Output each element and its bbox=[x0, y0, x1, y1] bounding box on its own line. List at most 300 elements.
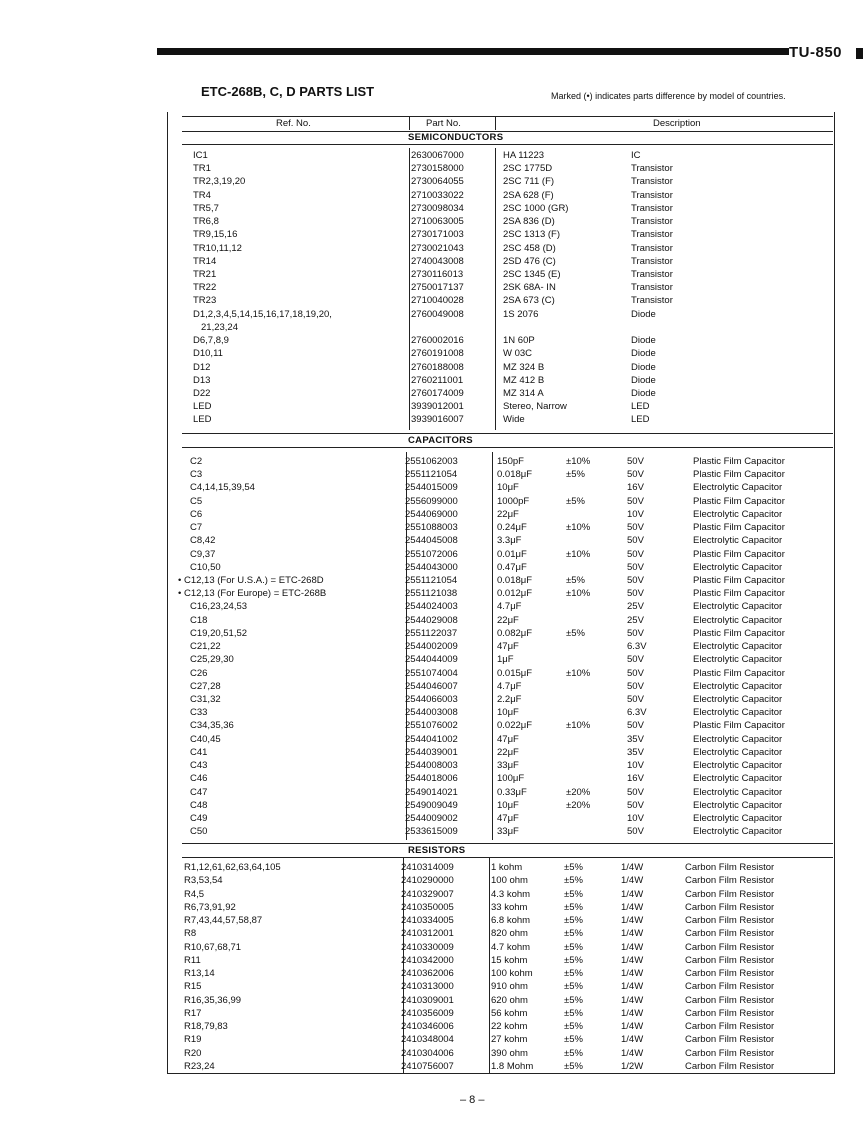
section-header bbox=[182, 843, 833, 858]
table-row bbox=[0, 256, 866, 269]
part-type: Carbon Film Resistor bbox=[685, 1007, 775, 1019]
part-type: Electrolytic Capacitor bbox=[693, 773, 783, 785]
col-desc-header: Description bbox=[653, 118, 701, 129]
ref-no: TR21 bbox=[193, 268, 217, 280]
part-no: 2760049008 bbox=[411, 308, 464, 320]
part-type: Electrolytic Capacitor bbox=[693, 601, 783, 613]
ref-no: C4,14,15,39,54 bbox=[190, 482, 255, 494]
part-type: Electrolytic Capacitor bbox=[693, 561, 783, 573]
part-type: Electrolytic Capacitor bbox=[693, 535, 783, 547]
part-name: 56 kohm bbox=[491, 1007, 528, 1019]
page-title: ETC-268B, C, D PARTS LIST bbox=[201, 84, 375, 99]
table-row bbox=[0, 826, 866, 839]
table-row bbox=[0, 549, 866, 562]
tolerance: ±5% bbox=[564, 875, 583, 887]
part-type: Plastic Film Capacitor bbox=[693, 627, 785, 639]
part-no: 2549009049 bbox=[405, 799, 458, 811]
part-type: Transistor bbox=[631, 268, 673, 280]
part-type: Carbon Film Resistor bbox=[685, 994, 775, 1006]
ref-no: R8 bbox=[184, 928, 197, 940]
table-row bbox=[0, 216, 866, 229]
part-no: 2544008003 bbox=[405, 760, 458, 772]
rating: 10V bbox=[627, 508, 644, 520]
part-name: 4.7 kohm bbox=[491, 941, 531, 953]
table-row bbox=[0, 628, 866, 641]
rating: 1/4W bbox=[621, 1034, 644, 1046]
table-row bbox=[0, 668, 866, 681]
ref-no: TR23 bbox=[193, 295, 217, 307]
ref-no: C9,37 bbox=[190, 548, 216, 560]
part-no: 2544024003 bbox=[405, 601, 458, 613]
part-name: 0.33μF bbox=[497, 786, 527, 798]
ref-no: TR2,3,19,20 bbox=[193, 176, 246, 188]
table-row bbox=[0, 1034, 866, 1047]
ref-no: R16,35,36,99 bbox=[184, 994, 242, 1006]
part-name: 0.01μF bbox=[497, 548, 527, 560]
ref-no: D13 bbox=[193, 374, 211, 386]
part-name: 22μF bbox=[497, 508, 519, 520]
ref-no: TR14 bbox=[193, 255, 217, 267]
part-no: 2730021043 bbox=[411, 242, 464, 254]
part-no: 2549014021 bbox=[405, 786, 458, 798]
part-no: 2410329007 bbox=[401, 888, 454, 900]
rating: 1/4W bbox=[621, 968, 644, 979]
part-name: Stereo, Narrow bbox=[503, 401, 567, 413]
table-row bbox=[0, 995, 866, 1008]
table-row bbox=[0, 163, 866, 176]
part-type: Transistor bbox=[631, 189, 673, 201]
header-divider-2 bbox=[495, 116, 496, 130]
rating: 1/4W bbox=[621, 941, 644, 953]
part-no: 2551121054 bbox=[405, 574, 458, 586]
table-row bbox=[0, 176, 866, 189]
ref-no: D1,2,3,4,5,14,15,16,17,18,19,20, bbox=[193, 308, 332, 320]
part-name: 2SA 836 (D) bbox=[503, 216, 555, 228]
rating: 1/4W bbox=[621, 1007, 644, 1019]
tolerance: ±5% bbox=[566, 574, 585, 586]
part-type: Diode bbox=[631, 374, 656, 386]
part-name: 2SC 1313 (F) bbox=[503, 229, 561, 241]
part-no: 2410356009 bbox=[401, 1007, 454, 1019]
table-row bbox=[0, 203, 866, 216]
section-title: CAPACITORS bbox=[408, 435, 473, 446]
table-row bbox=[0, 875, 866, 888]
rating: 6.3V bbox=[627, 641, 647, 653]
part-type: Carbon Film Resistor bbox=[685, 928, 775, 940]
rating: 50V bbox=[627, 588, 644, 600]
table-row bbox=[0, 981, 866, 994]
header-block-mark bbox=[856, 48, 863, 59]
ref-no: D6,7,8,9 bbox=[193, 335, 229, 347]
rating: 50V bbox=[627, 786, 644, 798]
rating: 50V bbox=[627, 495, 644, 507]
part-no: 2544069000 bbox=[405, 508, 458, 520]
table-row bbox=[0, 150, 866, 163]
part-name: 620 ohm bbox=[491, 994, 528, 1006]
ref-no: R7,43,44,57,58,87 bbox=[184, 915, 263, 926]
part-name: 2SC 1345 (E) bbox=[503, 268, 561, 280]
part-name: 22 kohm bbox=[491, 1021, 528, 1032]
table-row bbox=[0, 469, 866, 482]
tolerance: ±5% bbox=[564, 968, 583, 979]
tolerance: ±5% bbox=[564, 954, 583, 966]
tolerance: ±5% bbox=[564, 1047, 583, 1059]
part-name: 390 ohm bbox=[491, 1047, 528, 1059]
ref-no: D12 bbox=[193, 361, 211, 373]
part-no: 2544029008 bbox=[405, 614, 458, 626]
part-name: 6.8 kohm bbox=[491, 915, 531, 926]
part-name: 1S 2076 bbox=[503, 308, 539, 320]
part-no: 2551062003 bbox=[405, 456, 458, 467]
part-name: 10μF bbox=[497, 482, 519, 494]
part-no: 2760211001 bbox=[411, 374, 464, 386]
part-no: 2556099000 bbox=[405, 495, 458, 507]
part-no: 2410290000 bbox=[401, 875, 454, 887]
ref-no: R15 bbox=[184, 981, 202, 993]
table-row bbox=[0, 335, 866, 348]
ref-no: LED bbox=[193, 401, 212, 413]
table-row bbox=[0, 601, 866, 614]
table-row bbox=[0, 654, 866, 667]
ref-no: C16,23,24,53 bbox=[190, 601, 248, 613]
tolerance: ±5% bbox=[564, 915, 583, 926]
part-no: 2760002016 bbox=[411, 335, 464, 347]
part-name: 4.3 kohm bbox=[491, 888, 531, 900]
rating: 1/4W bbox=[621, 981, 644, 993]
table-row bbox=[0, 694, 866, 707]
rating: 50V bbox=[627, 720, 644, 732]
ref-no: R13,14 bbox=[184, 968, 215, 979]
part-type: Carbon Film Resistor bbox=[685, 888, 775, 900]
ref-no: • C12,13 (For U.S.A.) = ETC-268D bbox=[178, 574, 324, 586]
table-row bbox=[0, 734, 866, 747]
rating: 1/4W bbox=[621, 862, 644, 873]
table-row bbox=[0, 760, 866, 773]
rating: 50V bbox=[627, 680, 644, 692]
part-no: 2551076002 bbox=[405, 720, 458, 732]
part-name: 100 kohm bbox=[491, 968, 533, 979]
part-name: 100 ohm bbox=[491, 875, 528, 887]
model-number: TU-850 bbox=[789, 44, 843, 61]
part-name: 2SA 628 (F) bbox=[503, 189, 554, 201]
part-no: 3939012001 bbox=[411, 401, 464, 413]
ref-no: C48 bbox=[190, 799, 208, 811]
part-type: Electrolytic Capacitor bbox=[693, 786, 783, 798]
part-type: Plastic Film Capacitor bbox=[693, 667, 785, 679]
rating: 35V bbox=[627, 733, 644, 745]
part-no: 2544015009 bbox=[405, 482, 458, 494]
part-type: LED bbox=[631, 401, 650, 413]
ref-no: R23,24 bbox=[184, 1060, 215, 1072]
part-type: Transistor bbox=[631, 176, 673, 188]
table-row bbox=[0, 928, 866, 941]
ref-no: C50 bbox=[190, 826, 208, 838]
part-name: 33μF bbox=[497, 760, 519, 772]
part-type: Transistor bbox=[631, 242, 673, 254]
part-type: Electrolytic Capacitor bbox=[693, 614, 783, 626]
part-type: Carbon Film Resistor bbox=[685, 901, 775, 913]
tolerance: ±5% bbox=[564, 994, 583, 1006]
part-type: Carbon Film Resistor bbox=[685, 968, 775, 979]
table-row bbox=[0, 375, 866, 388]
tolerance: ±5% bbox=[564, 1034, 583, 1046]
ref-no: C18 bbox=[190, 614, 208, 626]
part-name: 22μF bbox=[497, 746, 519, 758]
table-row bbox=[0, 1008, 866, 1021]
table-row bbox=[0, 889, 866, 902]
part-type: Diode bbox=[631, 361, 656, 373]
ref-no: R19 bbox=[184, 1034, 202, 1046]
ref-no: C8,42 bbox=[190, 535, 216, 547]
part-name: 2.2μF bbox=[497, 693, 522, 705]
rating: 50V bbox=[627, 535, 644, 547]
rating: 50V bbox=[627, 574, 644, 586]
table-row bbox=[0, 414, 866, 427]
tolerance: ±10% bbox=[566, 522, 591, 534]
table-row bbox=[0, 229, 866, 242]
ref-no: R20 bbox=[184, 1047, 202, 1059]
part-name: 2SD 476 (C) bbox=[503, 255, 556, 267]
part-name: 27 kohm bbox=[491, 1034, 528, 1046]
table-row bbox=[0, 615, 866, 628]
ref-no: C7 bbox=[190, 522, 203, 534]
table-row bbox=[0, 535, 866, 548]
ref-no: R10,67,68,71 bbox=[184, 941, 242, 953]
part-no: 2710040028 bbox=[411, 295, 464, 307]
part-type: Electrolytic Capacitor bbox=[693, 482, 783, 494]
ref-no: C26 bbox=[190, 667, 208, 679]
part-name: 47μF bbox=[497, 733, 519, 745]
table-row bbox=[0, 915, 866, 928]
part-type: Carbon Film Resistor bbox=[685, 1047, 775, 1059]
part-type: Carbon Film Resistor bbox=[685, 954, 775, 966]
part-no: 2760188008 bbox=[411, 361, 464, 373]
part-no: 2544009002 bbox=[405, 812, 458, 824]
part-no: 2410342000 bbox=[401, 954, 454, 966]
part-type: Transistor bbox=[631, 255, 673, 267]
rating: 10V bbox=[627, 760, 644, 772]
part-no: 2551121038 bbox=[405, 588, 458, 600]
part-type: Electrolytic Capacitor bbox=[693, 746, 783, 758]
ref-no: LED bbox=[193, 414, 212, 426]
rating: 16V bbox=[627, 482, 644, 494]
part-type: Diode bbox=[631, 348, 656, 360]
part-type: Electrolytic Capacitor bbox=[693, 654, 783, 666]
ref-no: R3,53,54 bbox=[184, 875, 223, 887]
section-header bbox=[182, 131, 833, 145]
part-type: Plastic Film Capacitor bbox=[693, 548, 785, 560]
part-type: Electrolytic Capacitor bbox=[693, 812, 783, 824]
part-name: 910 ohm bbox=[491, 981, 528, 993]
part-type: Carbon Film Resistor bbox=[685, 981, 775, 993]
part-type: LED bbox=[631, 414, 650, 426]
part-name: 1000pF bbox=[497, 495, 530, 507]
ref-no: C25,29,30 bbox=[190, 654, 234, 666]
ref-no: C41 bbox=[190, 746, 208, 758]
part-no: 2544041002 bbox=[405, 733, 458, 745]
part-no: 2544002009 bbox=[405, 641, 458, 653]
ref-no: TR1 bbox=[193, 163, 211, 175]
part-type: Diode bbox=[631, 308, 656, 320]
part-type: Plastic Film Capacitor bbox=[693, 522, 785, 534]
part-no: 2750017137 bbox=[411, 282, 464, 294]
ref-no: C49 bbox=[190, 812, 208, 824]
ref-no: C46 bbox=[190, 773, 208, 785]
table-row bbox=[0, 295, 866, 308]
ref-no: • C12,13 (For Europe) = ETC-268B bbox=[178, 588, 327, 600]
table-row bbox=[0, 955, 866, 968]
part-no: 2410334005 bbox=[401, 915, 454, 926]
table-row bbox=[0, 282, 866, 295]
part-no: 2730158000 bbox=[411, 163, 464, 175]
ref-no: TR4 bbox=[193, 189, 211, 201]
part-no: 2551088003 bbox=[405, 522, 458, 534]
rating: 1/4W bbox=[621, 994, 644, 1006]
rating: 50V bbox=[627, 693, 644, 705]
rating: 1/4W bbox=[621, 875, 644, 887]
rating: 50V bbox=[627, 548, 644, 560]
table-row bbox=[0, 902, 866, 915]
part-type: Plastic Film Capacitor bbox=[693, 720, 785, 732]
part-no: 2544018006 bbox=[405, 773, 458, 785]
ref-no: C2 bbox=[190, 456, 203, 467]
ref-no-continued: 21,23,24 bbox=[201, 321, 238, 333]
part-type: Electrolytic Capacitor bbox=[693, 760, 783, 772]
rating: 50V bbox=[627, 654, 644, 666]
part-no: 2710033022 bbox=[411, 189, 464, 201]
part-no: 2730098034 bbox=[411, 202, 464, 214]
rating: 50V bbox=[627, 456, 644, 467]
tolerance: ±5% bbox=[564, 928, 583, 940]
part-type: Carbon Film Resistor bbox=[685, 862, 775, 873]
part-no: 2410348004 bbox=[401, 1034, 454, 1046]
tolerance: ±5% bbox=[566, 627, 585, 639]
part-type: Transistor bbox=[631, 282, 673, 294]
tolerance: ±10% bbox=[566, 456, 591, 467]
ref-no: TR9,15,16 bbox=[193, 229, 238, 241]
part-no: 2410330009 bbox=[401, 941, 454, 953]
table-row bbox=[0, 588, 866, 601]
part-type: Diode bbox=[631, 387, 656, 399]
part-no: 2760174009 bbox=[411, 387, 464, 399]
part-type: Electrolytic Capacitor bbox=[693, 693, 783, 705]
rating: 50V bbox=[627, 799, 644, 811]
table-row bbox=[0, 813, 866, 826]
part-no: 2710063005 bbox=[411, 216, 464, 228]
part-no: 2544003008 bbox=[405, 707, 458, 719]
part-name: 2SA 673 (C) bbox=[503, 295, 555, 307]
table-row bbox=[0, 787, 866, 800]
table-row bbox=[0, 681, 866, 694]
part-name: 2SC 1775D bbox=[503, 163, 553, 175]
rating: 1/4W bbox=[621, 915, 644, 926]
rating: 25V bbox=[627, 601, 644, 613]
table-row bbox=[0, 942, 866, 955]
part-type: Electrolytic Capacitor bbox=[693, 799, 783, 811]
part-no: 2410312001 bbox=[401, 928, 454, 940]
part-type: Carbon Film Resistor bbox=[685, 941, 775, 953]
part-name: 0.018μF bbox=[497, 574, 533, 586]
table-row bbox=[0, 720, 866, 733]
table-row bbox=[0, 269, 866, 282]
rating: 1/2W bbox=[621, 1060, 644, 1072]
tolerance: ±10% bbox=[566, 667, 591, 679]
table-row bbox=[0, 190, 866, 203]
part-no: 2551074004 bbox=[405, 667, 458, 679]
part-name: 0.015μF bbox=[497, 667, 533, 679]
part-type: Plastic Film Capacitor bbox=[693, 495, 785, 507]
col-ref-header: Ref. No. bbox=[276, 118, 311, 129]
part-no: 2544044009 bbox=[405, 654, 458, 666]
part-type: Transistor bbox=[631, 163, 673, 175]
table-row bbox=[0, 388, 866, 401]
part-type: Electrolytic Capacitor bbox=[693, 508, 783, 520]
part-name: 0.47μF bbox=[497, 561, 527, 573]
part-name: 2SK 68A- IN bbox=[503, 282, 556, 294]
part-no: 3939016007 bbox=[411, 414, 464, 426]
table-row bbox=[0, 348, 866, 361]
part-type: Electrolytic Capacitor bbox=[693, 707, 783, 719]
table-row bbox=[0, 968, 866, 981]
rating: 1/4W bbox=[621, 928, 644, 940]
header-divider-1 bbox=[409, 116, 410, 130]
part-name: W 03C bbox=[503, 348, 533, 360]
part-name: 0.018μF bbox=[497, 469, 533, 481]
marked-note: Marked (•) indicates parts difference by model of countries. bbox=[551, 91, 786, 101]
part-name: 33μF bbox=[497, 826, 519, 838]
part-type: Carbon Film Resistor bbox=[685, 1034, 775, 1046]
ref-no: R11 bbox=[184, 954, 201, 966]
part-name: MZ 412 B bbox=[503, 374, 545, 386]
table-row bbox=[0, 773, 866, 786]
part-name: 4.7μF bbox=[497, 680, 522, 692]
table-row bbox=[0, 522, 866, 535]
part-no: 2730116013 bbox=[411, 268, 464, 280]
col-part-header: Part No. bbox=[426, 118, 461, 129]
part-name: 820 ohm bbox=[491, 928, 528, 940]
ref-no: C5 bbox=[190, 495, 203, 507]
part-name: 0.082μF bbox=[497, 627, 533, 639]
rating: 50V bbox=[627, 561, 644, 573]
part-name: 0.022μF bbox=[497, 720, 533, 732]
rating: 50V bbox=[627, 826, 644, 838]
rating: 1/4W bbox=[621, 954, 644, 966]
part-no: 2544039001 bbox=[405, 746, 458, 758]
part-name: 0.012μF bbox=[497, 588, 533, 600]
part-name: 3.3μF bbox=[497, 535, 522, 547]
table-row bbox=[0, 309, 866, 322]
part-type: Transistor bbox=[631, 202, 673, 214]
section-title: RESISTORS bbox=[408, 845, 466, 856]
table-row bbox=[0, 575, 866, 588]
part-no: 2533615009 bbox=[405, 826, 458, 838]
part-type: Carbon Film Resistor bbox=[685, 1021, 775, 1032]
table-row bbox=[0, 496, 866, 509]
part-type: Plastic Film Capacitor bbox=[693, 588, 785, 600]
table-row bbox=[0, 482, 866, 495]
ref-no: C47 bbox=[190, 786, 208, 798]
tolerance: ±5% bbox=[564, 1021, 583, 1032]
part-name: 47μF bbox=[497, 812, 519, 824]
part-name: 10μF bbox=[497, 799, 519, 811]
part-no: 2544046007 bbox=[405, 680, 458, 692]
ref-no: C6 bbox=[190, 508, 203, 520]
rating: 10V bbox=[627, 812, 644, 824]
rating: 50V bbox=[627, 627, 644, 639]
part-name: 0.24μF bbox=[497, 522, 527, 534]
part-no: 2410350005 bbox=[401, 901, 454, 913]
part-type: Electrolytic Capacitor bbox=[693, 680, 783, 692]
